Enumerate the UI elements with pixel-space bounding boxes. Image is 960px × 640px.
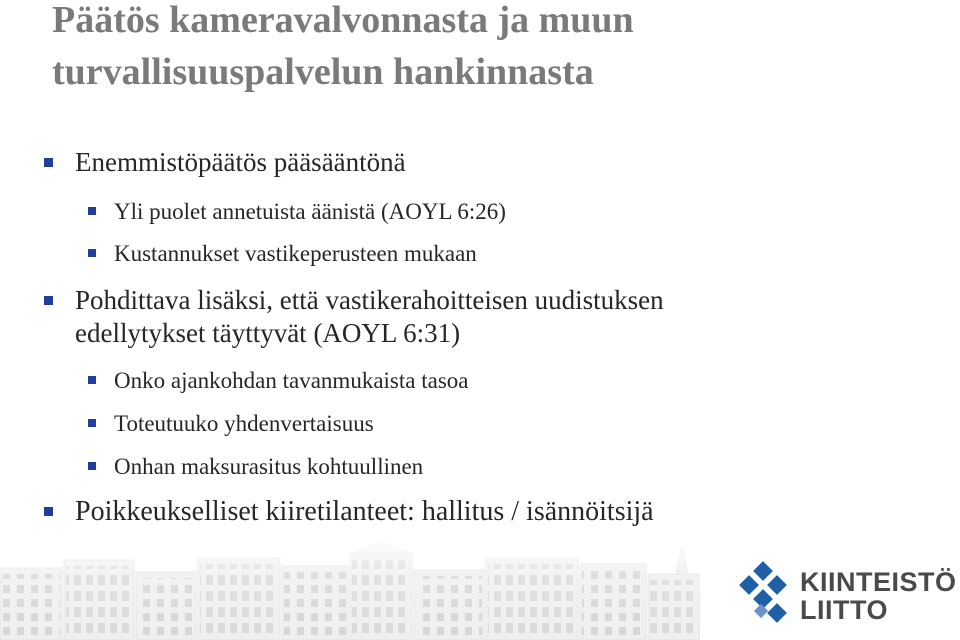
square-bullet-icon <box>88 249 96 257</box>
square-bullet-icon <box>88 419 96 427</box>
slide-title: Päätös kameravalvonnasta ja muun turvallisuuspalvelun hankinnasta <box>52 0 634 93</box>
square-bullet-icon <box>44 507 53 516</box>
bullet-item <box>44 146 406 179</box>
square-bullet-icon <box>44 296 53 305</box>
sub-bullet-item <box>88 198 506 226</box>
bullet-text: Onko ajankohdan tavanmukaista tasoa <box>114 368 469 393</box>
logo-text-line2: LIITTO <box>800 595 888 625</box>
bullet-item <box>44 495 654 529</box>
logo-text-line1: KIINTEISTÖ <box>800 567 957 597</box>
bullet-text: Enemmistöpäätös pääsääntönä <box>75 147 406 177</box>
bullet-text: Onhan maksurasitus kohtuullinen <box>114 454 424 479</box>
sub-bullet-item <box>88 453 423 481</box>
bullet-text <box>75 284 664 350</box>
square-bullet-icon <box>88 207 96 215</box>
bullet-text: Kustannukset vastikeperusteen mukaan <box>114 241 477 266</box>
bullet-text: Toteutuuko yhdenvertaisuus <box>114 411 374 436</box>
square-bullet-icon <box>44 158 53 167</box>
bullet-text: Yli puolet annetuista äänistä (AOYL 6:26) <box>114 199 506 224</box>
sub-bullet-item <box>88 240 477 268</box>
square-bullet-icon <box>88 376 96 384</box>
sub-bullet-item <box>88 410 374 438</box>
bullet-text-line: Pohdittava lisäksi, että vastikerahoitteisen uudistuksen <box>75 285 664 315</box>
bullet-text: Poikkeukselliset kiiretilanteet: hallitus / isännöitsijä <box>75 496 654 527</box>
square-bullet-icon <box>88 462 96 470</box>
building-facades-illustration <box>0 540 700 640</box>
bullet-text-line: edellytykset täyttyvät (AOYL 6:31) <box>75 318 461 348</box>
bullet-item <box>44 284 664 350</box>
sub-bullet-item <box>88 367 468 395</box>
